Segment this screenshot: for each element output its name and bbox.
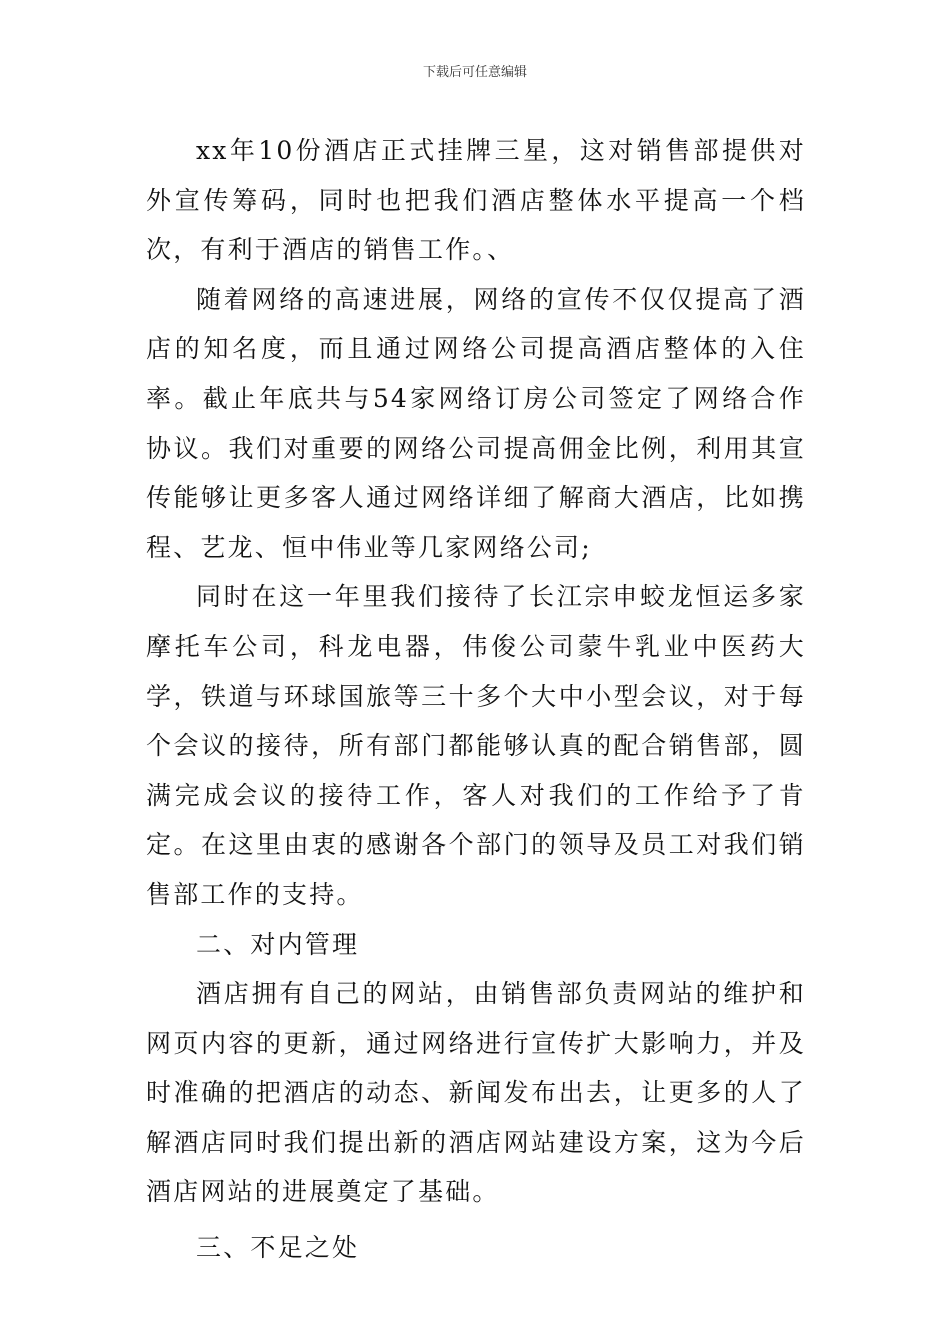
paragraph-star-rating: xx年10份酒店正式挂牌三星，这对销售部提供对外宣传筹码，同时也把我们酒店整体水平提高一个档次，有利于酒店的销售工作。、 bbox=[146, 136, 806, 265]
section-heading-internal-management: 二、对内管理 bbox=[196, 929, 360, 959]
paragraph-online-promotion: 随着网络的高速进展，网络的宣传不仅仅提高了酒店的知名度，而且通过网络公司提高酒店整体的入住率。截止年底共与54家网络订房公司签定了网络合作协议。我们对重要的网络公司提高佣金比例，利用其宣传能够让更多客人通过网络详细了解商大酒店，比如携程、艺龙、恒中伟业等几家网络公司; bbox=[146, 284, 806, 562]
section-heading-shortcomings: 三、不足之处 bbox=[196, 1233, 360, 1263]
paragraph-hotel-website: 酒店拥有自己的网站，由销售部负责网站的维护和网页内容的更新，通过网络进行宣传扩大影响力，并及时准确的把酒店的动态、新闻发布出去，让更多的人了解酒店同时我们提出新的酒店网站建设方案，这为今后酒店网站的进展奠定了基础。 bbox=[146, 979, 806, 1207]
document-body bbox=[146, 126, 806, 1273]
page-header-note: 下载后可任意编辑 bbox=[422, 65, 527, 80]
paragraph-conference-reception: 同时在这一年里我们接待了长江宗申蛟龙恒运多家摩托车公司，科龙电器，伟俊公司蒙牛乳业中医药大学，铁道与环球国旅等三十多个大中小型会议，对于每个会议的接待，所有部门都能够认真的配合销售部，圆满完成会议的接待工作，客人对我们的工作给予了肯定。在这里由衷的感谢各个部门的领导及员工对我们销售部工作的支持。 bbox=[146, 582, 806, 909]
